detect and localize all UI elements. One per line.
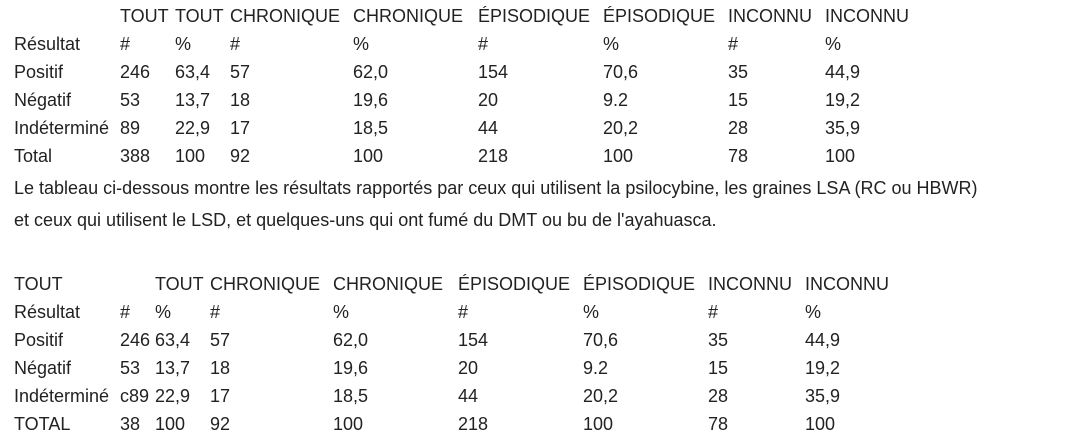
table-cell: # (230, 34, 241, 54)
results-table-2 (14, 270, 902, 438)
results-table-1 (14, 2, 922, 170)
table-cell: c89 (120, 386, 150, 406)
table-cell: 154 (478, 62, 509, 82)
table-cell (14, 2, 120, 30)
table-cell: # (478, 34, 489, 54)
table-cell: % (353, 34, 370, 54)
table-cell: 57 (210, 330, 231, 350)
table-cell (120, 270, 155, 298)
table-cell: % (825, 34, 842, 54)
table-cell: 53 (120, 90, 141, 110)
table-cell: 100 (333, 414, 364, 434)
table-cell: 35,9 (825, 118, 861, 138)
table-cell: 20 (478, 90, 499, 110)
table-cell: % (583, 302, 600, 322)
table-row (14, 58, 922, 86)
table-cell: % (155, 302, 172, 322)
table-cell: 19,6 (333, 358, 369, 378)
table-cell: 35,9 (805, 386, 841, 406)
paragraph-line-2: et ceux qui utilisent le LSD, et quelques-uns qui ont fumé du DMT ou bu de l'ayahuasca. (14, 210, 717, 230)
table-cell: ÉPISODIQUE (583, 274, 696, 294)
table-row (14, 382, 902, 410)
table-header-row (14, 270, 902, 298)
table-cell: CHRONIQUE (353, 6, 464, 26)
table-cell: 57 (230, 62, 251, 82)
table-cell: 18,5 (333, 386, 369, 406)
table-cell: 246 (120, 62, 151, 82)
table-cell: TOUT (155, 274, 204, 294)
table-cell: # (458, 302, 469, 322)
table-cell: CHRONIQUE (230, 6, 341, 26)
table-cell: 19,2 (825, 90, 861, 110)
table-cell: 38 (120, 414, 141, 434)
table-cell: TOUT (14, 274, 63, 294)
table-cell: 63,4 (155, 330, 191, 350)
table-cell: 100 (353, 146, 384, 166)
table-cell: 100 (603, 146, 634, 166)
table-cell: TOUT (175, 6, 224, 26)
table-cell: 20,2 (603, 118, 639, 138)
table-row (14, 142, 922, 170)
table-cell: ÉPISODIQUE (458, 274, 571, 294)
table-cell: 22,9 (175, 118, 211, 138)
table-cell: % (333, 302, 350, 322)
table-cell: CHRONIQUE (210, 274, 321, 294)
table-cell: 70,6 (603, 62, 639, 82)
table-cell: Indéterminé (14, 386, 110, 406)
table-cell: 18 (210, 358, 231, 378)
table-cell: 63,4 (175, 62, 211, 82)
table-cell: % (805, 302, 822, 322)
table-cell: 9.2 (583, 358, 609, 378)
table-cell: INCONNU (708, 274, 792, 294)
paragraph-line-1: Le tableau ci-dessous montre les résultats rapportés par ceux qui utilisent la psilocybine, les graines LSA (RC ou HBWR) (14, 178, 978, 198)
table-cell: 17 (230, 118, 251, 138)
table-cell: Négatif (14, 358, 72, 378)
table-cell: 100 (175, 146, 206, 166)
table-cell: 100 (583, 414, 614, 434)
table-cell: Positif (14, 62, 64, 82)
table-row (14, 410, 902, 438)
table-row (14, 86, 922, 114)
table-cell: Résultat (14, 302, 81, 322)
table-subheader-row (14, 298, 902, 326)
table-cell: Indéterminé (14, 118, 110, 138)
table-cell: 15 (728, 90, 749, 110)
table-cell: 218 (478, 146, 509, 166)
table-cell: 44,9 (805, 330, 841, 350)
table-cell: INCONNU (825, 6, 909, 26)
table-cell: # (120, 302, 131, 322)
table-cell: 35 (728, 62, 749, 82)
table-cell: 28 (728, 118, 749, 138)
table-cell: 100 (825, 146, 856, 166)
table-cell: 19,6 (353, 90, 389, 110)
table-cell: Positif (14, 330, 64, 350)
table-cell: 388 (120, 146, 151, 166)
table-cell: # (210, 302, 221, 322)
table-cell: ÉPISODIQUE (603, 6, 716, 26)
table-cell: CHRONIQUE (333, 274, 444, 294)
table-cell: Résultat (14, 34, 81, 54)
table-cell: INCONNU (728, 6, 812, 26)
table-cell: 20,2 (583, 386, 619, 406)
table-cell: 28 (708, 386, 729, 406)
table-cell: 154 (458, 330, 489, 350)
table-row (14, 354, 902, 382)
table-cell: INCONNU (805, 274, 889, 294)
table-cell: 246 (120, 330, 151, 350)
table-cell: 218 (458, 414, 489, 434)
table-cell: 92 (210, 414, 231, 434)
table-cell: 62,0 (333, 330, 369, 350)
table-cell: 89 (120, 118, 141, 138)
table-cell: # (120, 34, 131, 54)
table-cell: 20 (458, 358, 479, 378)
table-cell: 100 (805, 414, 836, 434)
table-cell: 9.2 (603, 90, 629, 110)
table-cell: 53 (120, 358, 141, 378)
table-row (14, 326, 902, 354)
table-cell: Total (14, 146, 53, 166)
table-cell: 19,2 (805, 358, 841, 378)
table-cell: 44 (458, 386, 479, 406)
table-row (14, 114, 922, 142)
table-cell: 100 (155, 414, 186, 434)
table-cell: 18 (230, 90, 251, 110)
table-cell: 62,0 (353, 62, 389, 82)
table-cell: 13,7 (175, 90, 211, 110)
table-cell: 17 (210, 386, 231, 406)
table-cell: 92 (230, 146, 251, 166)
table-header-row (14, 2, 922, 30)
table-cell: # (728, 34, 739, 54)
table-cell: 15 (708, 358, 729, 378)
table-cell: TOTAL (14, 414, 71, 434)
table-cell: 18,5 (353, 118, 389, 138)
table-cell: 22,9 (155, 386, 191, 406)
table-cell: 78 (708, 414, 729, 434)
table-cell: TOUT (120, 6, 169, 26)
table-cell: ÉPISODIQUE (478, 6, 591, 26)
table-cell: 13,7 (155, 358, 191, 378)
description-paragraph (14, 172, 1069, 236)
table-cell: 35 (708, 330, 729, 350)
table-cell: % (603, 34, 620, 54)
table-cell: 78 (728, 146, 749, 166)
table-cell: 44,9 (825, 62, 861, 82)
table-cell: # (708, 302, 719, 322)
table-subheader-row (14, 30, 922, 58)
table-cell: % (175, 34, 192, 54)
table-cell: 44 (478, 118, 499, 138)
table-cell: 70,6 (583, 330, 619, 350)
table-cell: Négatif (14, 90, 72, 110)
